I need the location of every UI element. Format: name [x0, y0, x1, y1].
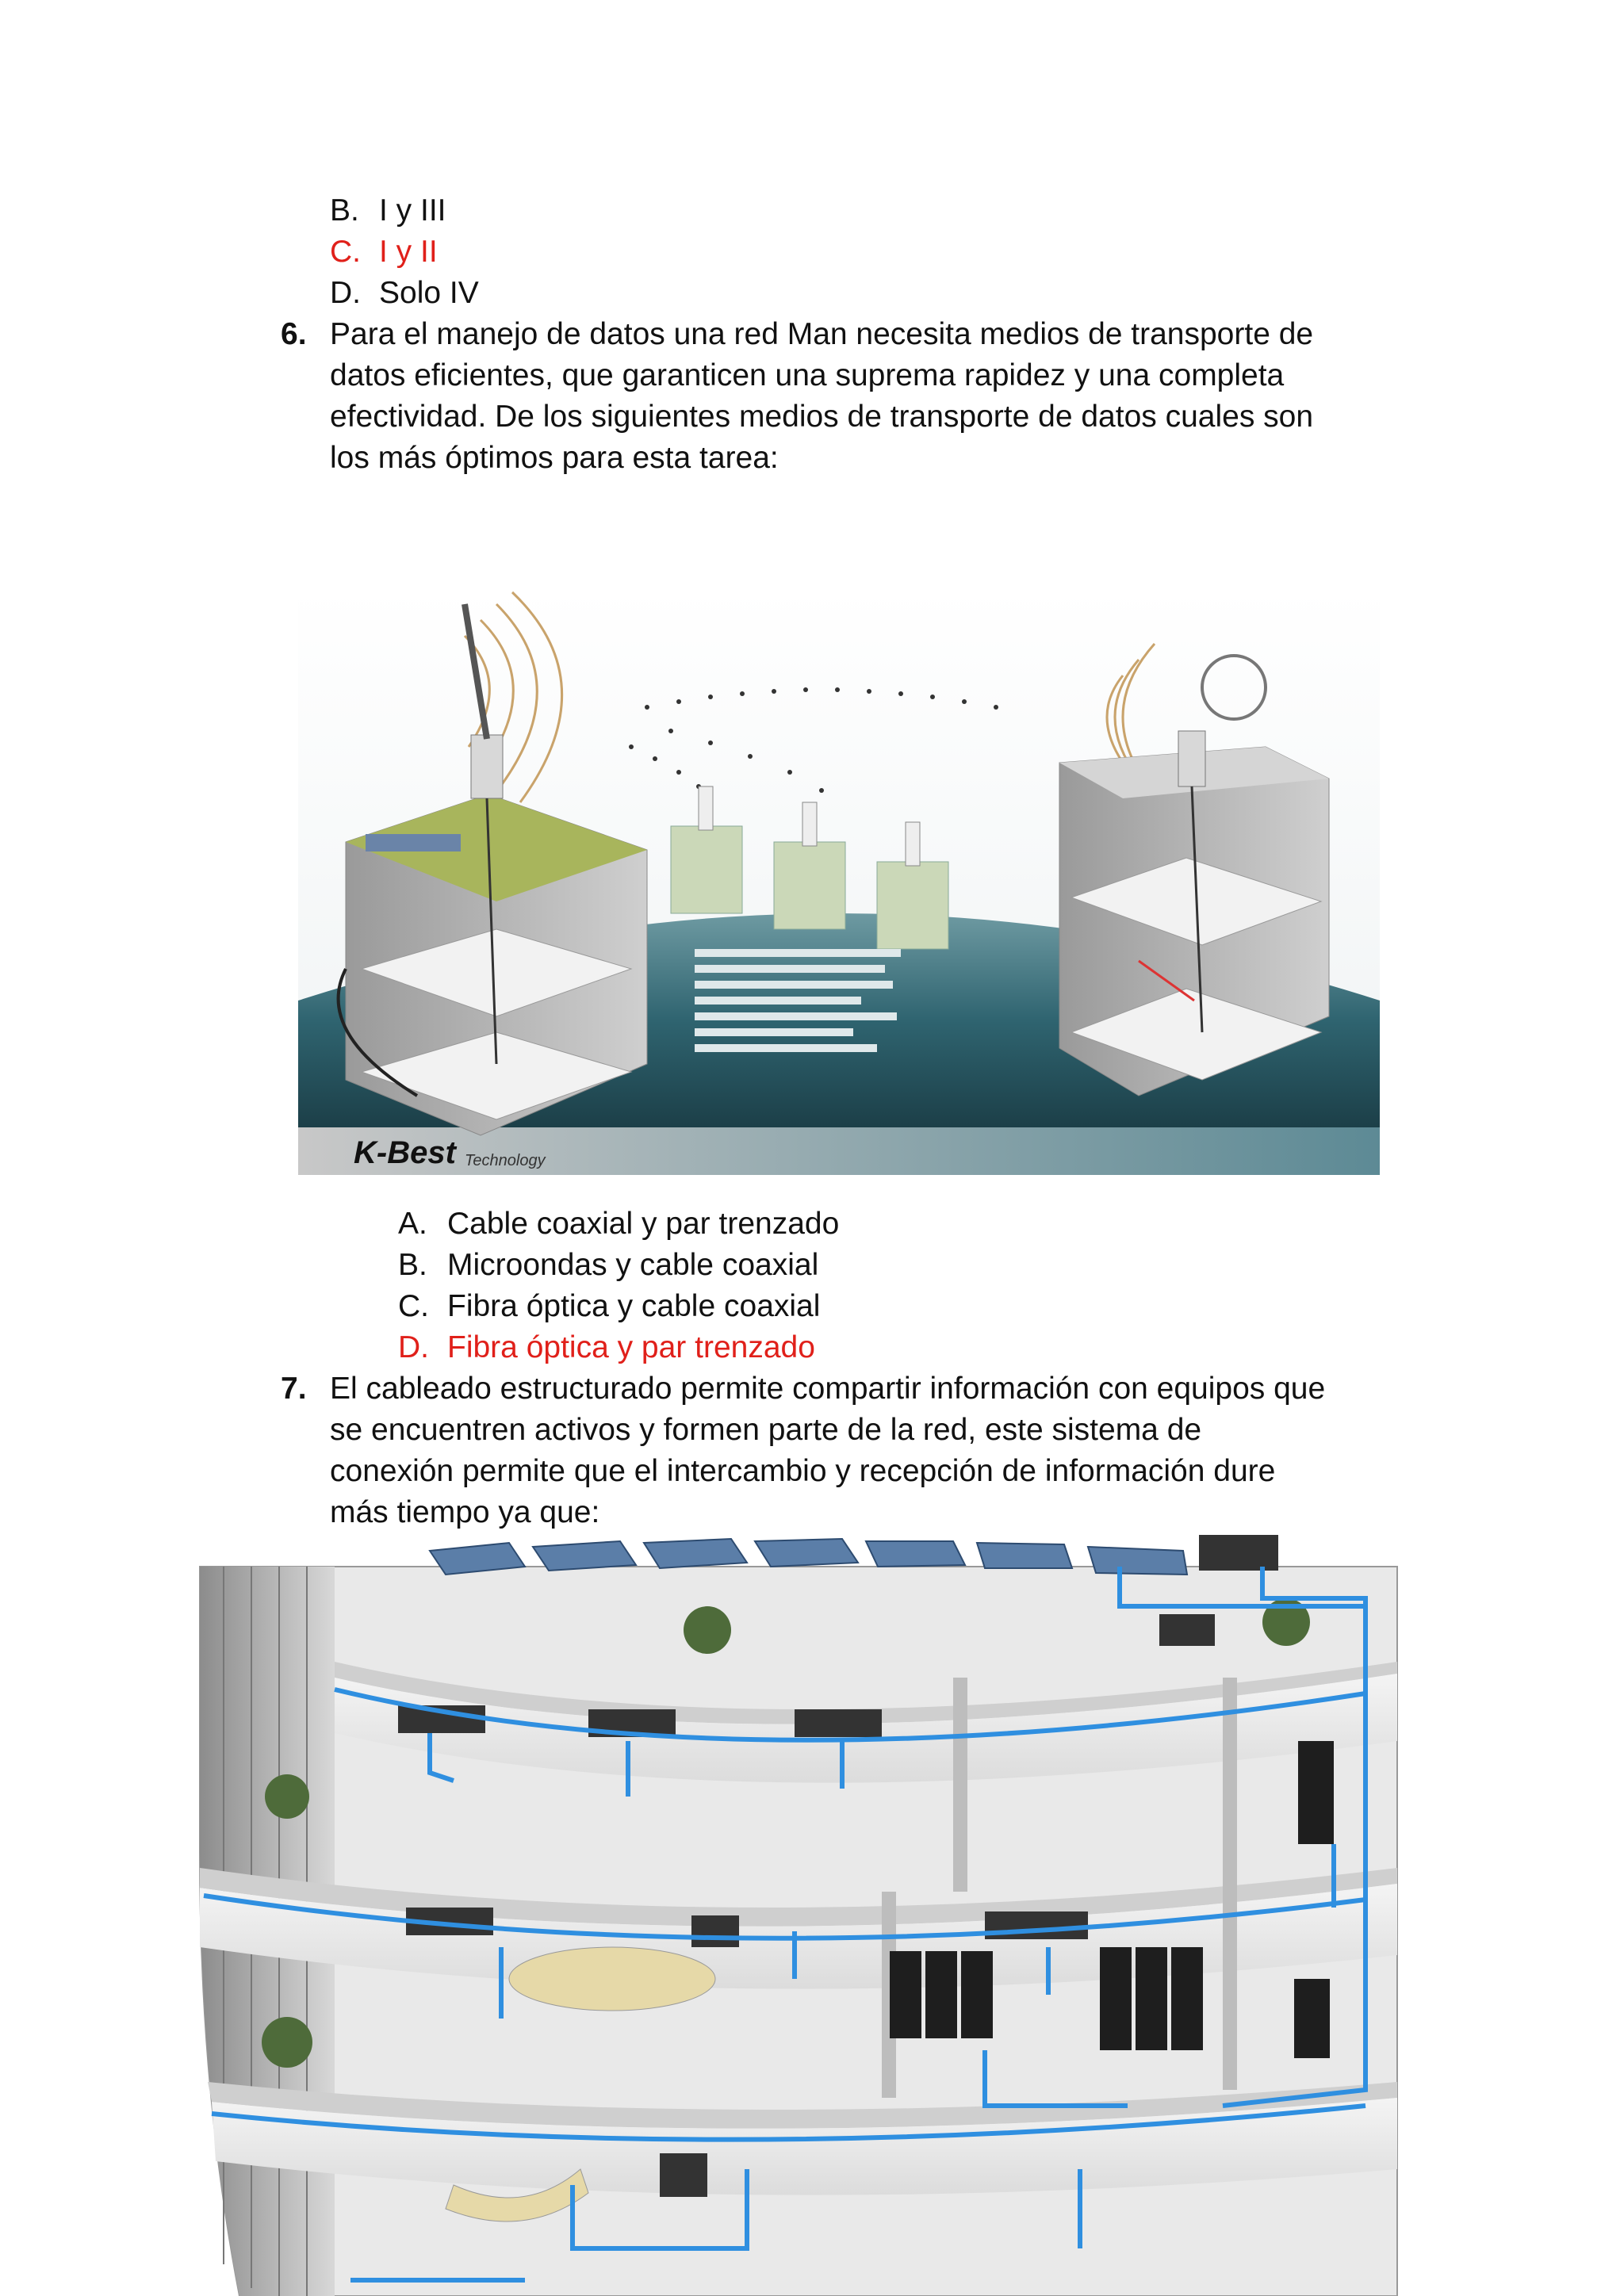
option-letter: C. [398, 1289, 429, 1323]
question-7-line-1: El cableado estructurado permite compartir información con equipos que [330, 1372, 1326, 1406]
question-7-line-3: conexión permite que el intercambio y recepción de información dure [330, 1454, 1276, 1488]
option-text: Cable coaxial y par trenzado [447, 1207, 840, 1241]
option-text: I y II [379, 235, 438, 269]
option-d-q6-correct [398, 1327, 815, 1368]
question-6-number: 6. [281, 317, 307, 351]
option-text: Microondas y cable coaxial [447, 1248, 819, 1282]
logo-subtext: Technology [465, 1152, 546, 1169]
option-letter: B. [330, 193, 359, 228]
logo-text: K-Best [354, 1135, 456, 1170]
option-a-q6 [398, 1203, 839, 1245]
option-text: I y III [379, 193, 446, 228]
question-6-line-1: Para el manejo de datos una red Man necesita medios de transporte de [330, 317, 1314, 351]
question-7-line-2: se encuentren activos y formen parte de la red, este sistema de [330, 1413, 1202, 1447]
option-letter: C. [330, 235, 361, 269]
option-letter: D. [398, 1330, 429, 1364]
option-c-q6 [398, 1286, 820, 1327]
option-c-top-correct [330, 232, 438, 273]
option-text: Fibra óptica y cable coaxial [447, 1289, 821, 1323]
option-b-q6 [398, 1245, 818, 1286]
option-d-top [330, 273, 479, 314]
option-b-top [330, 190, 446, 232]
option-letter: D. [330, 276, 361, 310]
question-7-line-4: más tiempo ya que: [330, 1495, 600, 1529]
option-text: Solo IV [379, 276, 479, 310]
option-letter: A. [398, 1207, 427, 1241]
structured-cabling-building-illustration [192, 1535, 1415, 2296]
option-text: Fibra óptica y par trenzado [447, 1330, 815, 1364]
question-7-number: 7. [281, 1372, 307, 1406]
question-6-line-3: efectividad. De los siguientes medios de transporte de datos cuales son [330, 400, 1314, 434]
question-6-line-2: datos eficientes, que garanticen una suprema rapidez y una completa [330, 358, 1285, 392]
question-6-line-4: los más óptimos para esta tarea: [330, 441, 779, 475]
option-letter: B. [398, 1248, 427, 1282]
man-network-illustration [298, 588, 1380, 1175]
